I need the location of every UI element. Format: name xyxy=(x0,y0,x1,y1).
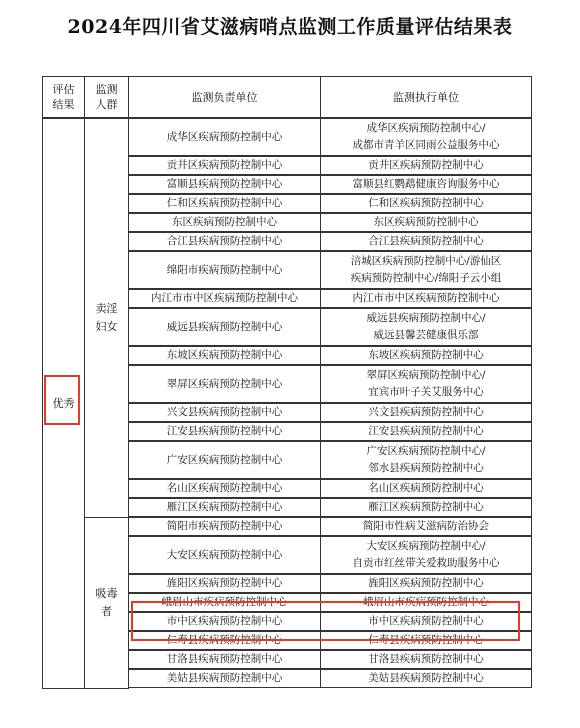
executor-unit-cell xyxy=(320,574,532,593)
responsible-unit-cell: 广安区疾病预防控制中心 xyxy=(128,441,321,479)
header-result-line1: 评估 xyxy=(52,83,75,96)
table-header xyxy=(42,76,532,118)
group-label-line2: 妇女 xyxy=(95,320,118,333)
executor-unit-line: 东坡区疾病预防控制中心 xyxy=(368,349,484,361)
table-row xyxy=(42,403,532,422)
executor-unit-cell xyxy=(320,346,532,365)
executor-unit-line: 甘洛县疾病预防控制中心 xyxy=(368,653,484,665)
executor-unit-line: 宜宾市叶子关艾服务中心 xyxy=(368,386,484,398)
responsible-unit-cell: 内江市市中区疾病预防控制中心 xyxy=(128,289,321,308)
responsible-unit-cell: 市中区疾病预防控制中心 xyxy=(128,612,321,631)
executor-unit-line: 简阳市性病艾滋病防治协会 xyxy=(363,520,489,532)
table-row xyxy=(42,517,532,536)
executor-unit-line: 成都市青羊区同雨公益服务中心 xyxy=(352,139,500,151)
executor-unit-line: 峨眉山市疾病预防控制中心 xyxy=(363,596,489,608)
responsible-unit-cell: 仁寿县疾病预防控制中心 xyxy=(128,631,321,650)
responsible-unit-cell: 名山区疾病预防控制中心 xyxy=(128,479,321,498)
executor-unit-cell xyxy=(320,175,532,194)
executor-unit-line: 贡井区疾病预防控制中心 xyxy=(368,159,484,171)
header-responsible: 监测负责单位 xyxy=(128,76,321,118)
executor-unit-cell xyxy=(320,213,532,232)
group-label-line2: 者 xyxy=(101,605,112,618)
table-row xyxy=(42,175,532,194)
executor-unit-line: 富顺县红鹦鹉健康咨询服务中心 xyxy=(352,178,500,190)
responsible-unit-cell: 贡井区疾病预防控制中心 xyxy=(128,156,321,175)
responsible-unit-cell: 简阳市疾病预防控制中心 xyxy=(128,517,321,536)
responsible-unit-cell: 美姑县疾病预防控制中心 xyxy=(128,669,321,688)
executor-unit-line: 江安县疾病预防控制中心 xyxy=(368,425,484,437)
responsible-unit-cell: 富顺县疾病预防控制中心 xyxy=(128,175,321,194)
header-group xyxy=(84,76,129,118)
executor-unit-line: 市中区疾病预防控制中心 xyxy=(368,615,484,627)
executor-unit-line: 威远县馨芸健康俱乐部 xyxy=(373,329,479,341)
group-label-line1: 吸毒 xyxy=(95,587,118,600)
responsible-unit-cell: 旌阳区疾病预防控制中心 xyxy=(128,574,321,593)
executor-unit-line: 成华区疾病预防控制中心/ xyxy=(366,122,486,134)
table-row xyxy=(42,479,532,498)
table-row xyxy=(42,213,532,232)
executor-unit-line: 仁和区疾病预防控制中心 xyxy=(368,197,484,209)
table-row xyxy=(42,289,532,308)
executor-unit-line: 疾病预防控制中心/绵阳子云小组 xyxy=(350,272,502,284)
table-row xyxy=(42,232,532,251)
table-row xyxy=(42,308,532,346)
responsible-unit-cell: 雁江区疾病预防控制中心 xyxy=(128,498,321,517)
executor-unit-cell xyxy=(320,194,532,213)
executor-unit-cell xyxy=(320,251,532,289)
executor-unit-cell xyxy=(320,498,532,517)
executor-unit-cell xyxy=(320,422,532,441)
responsible-unit-cell: 绵阳市疾病预防控制中心 xyxy=(128,251,321,289)
executor-unit-cell xyxy=(320,118,532,156)
header-result-line2: 结果 xyxy=(52,98,75,111)
executor-unit-cell xyxy=(320,479,532,498)
table-row xyxy=(42,346,532,365)
executor-unit-line: 旌阳区疾病预防控制中心 xyxy=(368,577,484,589)
result-highlight-box xyxy=(44,375,80,425)
executor-unit-cell xyxy=(320,365,532,403)
table-row xyxy=(42,251,532,289)
responsible-unit-cell: 东区疾病预防控制中心 xyxy=(128,213,321,232)
responsible-unit-cell: 合江县疾病预防控制中心 xyxy=(128,232,321,251)
executor-unit-line: 东区疾病预防控制中心 xyxy=(373,216,479,228)
responsible-unit-cell: 江安县疾病预防控制中心 xyxy=(128,422,321,441)
executor-unit-cell xyxy=(320,441,532,479)
table-row xyxy=(42,536,532,574)
group-label-line1: 卖淫 xyxy=(95,302,118,315)
executor-unit-line: 翠屏区疾病预防控制中心/ xyxy=(366,369,486,381)
header-group-line2: 人群 xyxy=(95,98,118,111)
table-row xyxy=(42,156,532,175)
executor-unit-line: 大安区疾病预防控制中心/ xyxy=(366,540,486,552)
table-row xyxy=(42,650,532,669)
table-row xyxy=(42,574,532,593)
responsible-unit-cell: 兴文县疾病预防控制中心 xyxy=(128,403,321,422)
rows-highlight-box xyxy=(131,601,520,641)
responsible-unit-cell: 大安区疾病预防控制中心 xyxy=(128,536,321,574)
executor-unit-cell xyxy=(320,403,532,422)
responsible-unit-cell: 东坡区疾病预防控制中心 xyxy=(128,346,321,365)
page-title: 2024年四川省艾滋病哨点监测工作质量评估结果表 xyxy=(67,16,513,38)
executor-unit-cell xyxy=(320,156,532,175)
executor-unit-cell xyxy=(320,650,532,669)
executor-unit-line: 内江市市中区疾病预防控制中心 xyxy=(352,292,500,304)
executor-unit-line: 名山区疾病预防控制中心 xyxy=(368,482,484,494)
header-result xyxy=(42,76,85,118)
table-row xyxy=(42,669,532,688)
executor-unit-cell xyxy=(320,308,532,346)
executor-unit-line: 雁江区疾病预防控制中心 xyxy=(368,501,484,513)
executor-unit-line: 合江县疾病预防控制中心 xyxy=(368,235,484,247)
table-row xyxy=(42,498,532,517)
result-value: 优秀 xyxy=(52,396,75,410)
table-row xyxy=(42,441,532,479)
executor-unit-line: 涪城区疾病预防控制中心/游仙区 xyxy=(350,255,502,267)
responsible-unit-cell: 成华区疾病预防控制中心 xyxy=(128,118,321,156)
table-row xyxy=(42,194,532,213)
executor-unit-line: 自贡市红丝带关爱救助服务中心 xyxy=(352,557,500,569)
executor-unit-cell xyxy=(320,232,532,251)
executor-unit-line: 仁寿县疾病预防控制中心 xyxy=(368,634,484,646)
executor-unit-cell xyxy=(320,289,532,308)
executor-unit-line: 威远县疾病预防控制中心/ xyxy=(366,312,486,324)
evaluation-table xyxy=(42,76,532,688)
responsible-unit-cell: 翠屏区疾病预防控制中心 xyxy=(128,365,321,403)
executor-unit-line: 邻水县疾病预防控制中心 xyxy=(368,462,484,474)
table-row xyxy=(42,118,532,156)
executor-unit-cell xyxy=(320,536,532,574)
executor-unit-cell xyxy=(320,517,532,536)
executor-unit-cell xyxy=(320,669,532,688)
executor-unit-line: 美姑县疾病预防控制中心 xyxy=(368,672,484,684)
table-row xyxy=(42,422,532,441)
responsible-unit-cell: 甘洛县疾病预防控制中心 xyxy=(128,650,321,669)
responsible-unit-cell: 威远县疾病预防控制中心 xyxy=(128,308,321,346)
header-executor: 监测执行单位 xyxy=(320,76,532,118)
header-group-line1: 监测 xyxy=(95,83,118,96)
responsible-unit-cell: 峨眉山市疾病预防控制中心 xyxy=(128,593,321,612)
table-row xyxy=(42,365,532,403)
executor-unit-line: 兴文县疾病预防控制中心 xyxy=(368,406,484,418)
executor-unit-line: 广安区疾病预防控制中心/ xyxy=(366,445,486,457)
responsible-unit-cell: 仁和区疾病预防控制中心 xyxy=(128,194,321,213)
